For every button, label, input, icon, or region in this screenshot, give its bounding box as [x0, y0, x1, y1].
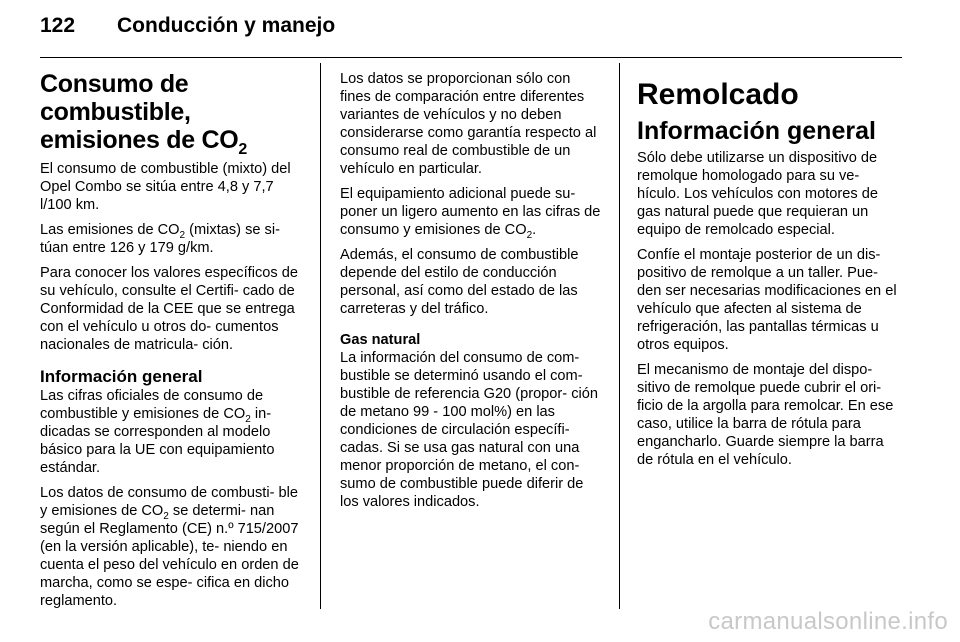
section-heading-remolcado: Remolcado [637, 78, 799, 111]
subheading-informacion-general: Información general [40, 367, 203, 386]
column-divider-2 [619, 63, 620, 609]
paragraph: La información del consumo de com- bustible se determinó usando el com- bustible de referencia G20 (propor- ción de metano 99 - 100 mol%) en las condiciones de circulación específi- cadas. Si se usa gas natural con una menor proporción de metano, el con- sumo de combustible puede diferir de los valores indicados. [340, 350, 598, 510]
section-heading-consumo: Consumo de combustible, emisiones de $CO_2$ [40, 70, 247, 158]
paragraph: Los datos se proporcionan sólo con fines de comparación entre diferentes variantes de vehículos y no deben considerarse como garantía respecto al consumo real de combustible de un vehículo en particular. [340, 71, 597, 177]
header-rule [40, 57, 902, 58]
paragraph: El consumo de combustible (mixto) del Opel Combo se sitúa entre 4,8 y 7,7 l/100 km. [40, 161, 291, 213]
column-divider-1 [320, 63, 321, 609]
paragraph: Las emisiones de $CO_2$ (mixtas) se si- túan entre 126 y 179 g/km. [40, 222, 280, 256]
paragraph: El equipamiento adicional puede su- poner un ligero aumento en las cifras de consumo y emisiones de $CO_2$. [340, 186, 601, 241]
column-1 [40, 70, 308, 617]
paragraph: Sólo debe utilizarse un dispositivo de remolque homologado para su ve- hículo. Los vehículos con motores de gas natural puede que requieran un equipo de remolcado especial. [637, 150, 878, 238]
column-3 [637, 74, 902, 476]
chapter-title: Conducción y manejo [117, 14, 336, 37]
page-number: 122 [40, 14, 76, 37]
paragraph: Las cifras oficiales de consumo de combustible y emisiones de $CO_2$ in- dicadas se corresponden al modelo básico para la UE con equipamiento estándar. [40, 388, 275, 476]
column-2 [340, 70, 604, 518]
subheading-informacion-general: Información general [637, 117, 876, 145]
watermark: carmanualsonline.info [708, 608, 948, 635]
paragraph: El mecanismo de montaje del dispo- sitivo de remolque puede cubrir el ori- ficio de la argolla para remolcar. En ese caso, utilice la barra de rótula para engancharlo. Guarde siempre la barra de rótula en el vehículo. [637, 362, 894, 468]
subheading-gas-natural: Gas natural [340, 332, 421, 348]
paragraph: Además, el consumo de combustible depende del estilo de conducción personal, así como del estado de las carreteras y del tráfico. [340, 247, 579, 317]
paragraph: Para conocer los valores específicos de su vehículo, consulte el Certifi- cado de Conformidad de la CEE que se entrega con el vehículo u otros do- cumentos nacionales de matricula- ción. [40, 265, 298, 353]
paragraph: Los datos de consumo de combusti- ble y emisiones de $CO_2$ se determi- nan según el Reglamento (CE) n.º 715/2007 (en la versión aplicable), te- niendo en cuenta el peso del vehículo en orden de marcha, como se espe- cifica en dicho reglamento. [40, 485, 299, 609]
page-header [40, 14, 335, 44]
paragraph: Confíe el montaje posterior de un dis- positivo de remolque a un taller. Pue- den ser necesarias modificaciones en el vehículo que afecten al sistema de refrigeración, las pantallas térmicas u otros equipos. [637, 247, 897, 353]
